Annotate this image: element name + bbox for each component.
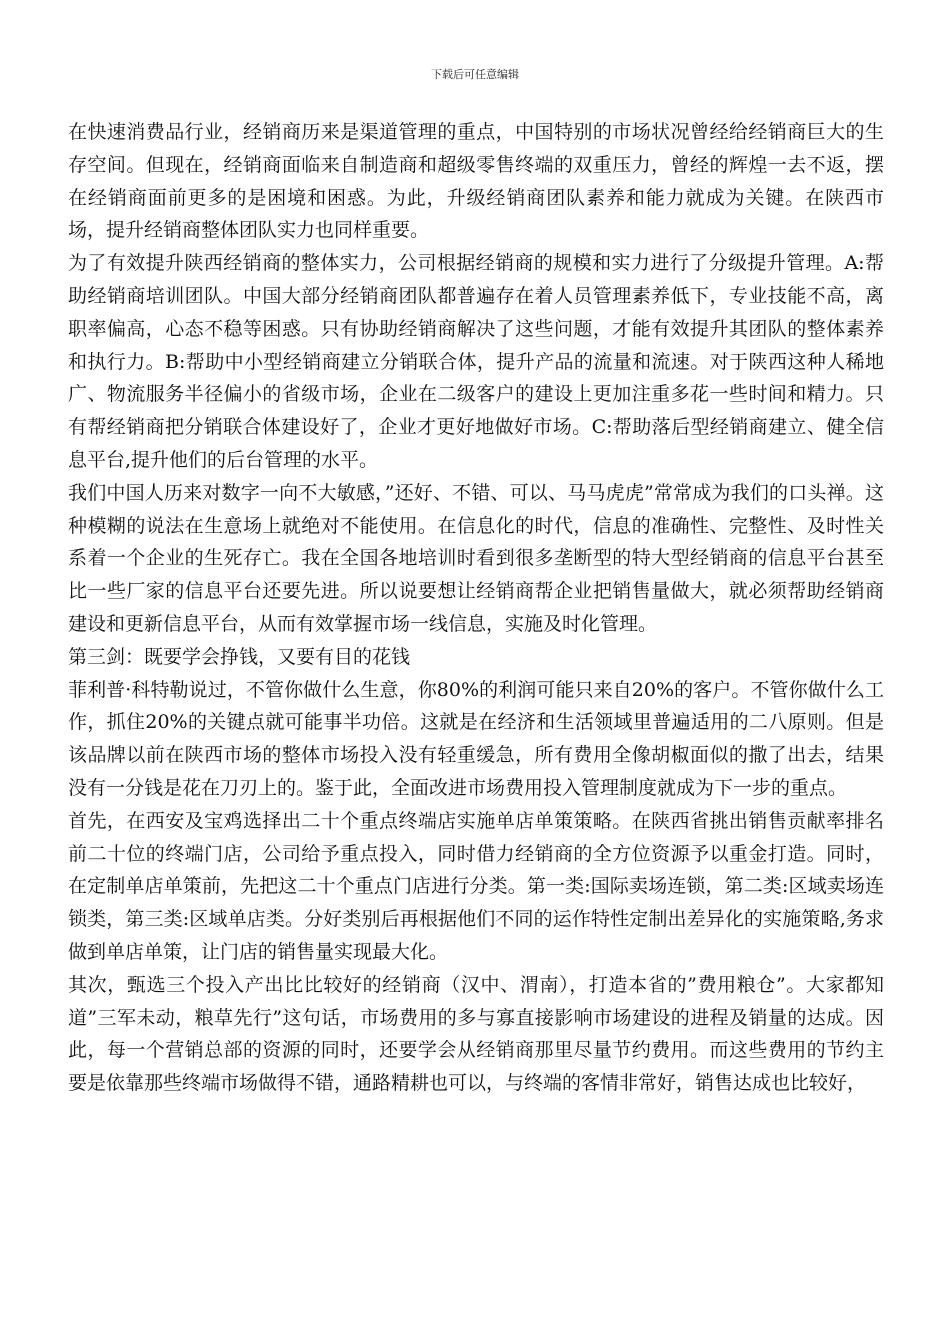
section-heading-third-sword: 第三剑：既要学会挣钱，又要有目的花钱 (68, 645, 411, 668)
paragraph-tiered-management: 为了有效提升陕西经销商的整体实力，公司根据经销商的规模和实力进行了分级提升管理。A:帮助经销商培训团队。中国大部分经销商团队都普遍存在着人员管理素养低下，专业技能不高，离职率偏高，心态不稳等困惑。只有协助经销商解决了这些问题，才能有效提升其团队的整体素养和执行力。B:帮助中小型经销商建立分销联合体，提升产品的流量和流速。对于陕西这种人稀地广、物流服务半径偏小的省级市场，企业在二级客户的建设上更加注重多花一些时间和精力。只有帮经销商把分销联合体建设好了，企业才更好地做好市场。C:帮助落后型经销商建立、健全信息平台,提升他们的后台管理的水平。 (68, 252, 884, 471)
paragraph-key-stores-strategy: 首先，在西安及宝鸡选择出二十个重点终端店实施单店单策策略。在陕西省挑出销售贡献率排名前二十位的终端门店，公司给予重点投入，同时借力经销商的全方位资源予以重金打造。同时，在定制单店单策前，先把这二十个重点门店进行分类。第一类:国际卖场连锁，第二类:区域卖场连锁类，第三类:区域单店类。分好类别后再根据他们不同的运作特性定制出差异化的实施策略,务求做到单店单策，让门店的销售量实现最大化。 (68, 809, 884, 963)
page-header-note: 下载后可任意编辑 (431, 68, 519, 81)
paragraph-pareto-principle: 菲利普·科特勒说过，不管你做什么生意，你80%的利润可能只来自20%的客户。不管你做什么工作，抓住20%的关键点就可能事半功倍。这就是在经济和生活领域里普遍适用的二八原则。但是该品牌以前在陕西市场的整体市场投入没有轻重缓急，所有费用全像胡椒面似的撒了出去，结果没有一分钱是花在刀刃上的。鉴于此，全面改进市场费用投入管理制度就成为下一步的重点。 (68, 678, 884, 799)
paragraph-distributor-pressure: 在快速消费品行业，经销商历来是渠道管理的重点，中国特别的市场状况曾经给经销商巨大的生存空间。但现在，经销商面临来自制造商和超级零售终端的双重压力，曾经的辉煌一去不返，摆在经销商面前更多的是困境和困惑。为此，升级经销商团队素养和能力就成为关键。在陕西市场，提升经销商整体团队实力也同样重要。 (68, 121, 884, 242)
paragraph-cost-granary: 其次，甄选三个投入产出比比较好的经销商（汉中、渭南），打造本省的”费用粮仓”。大家都知道”三军未动，粮草先行”这句话，市场费用的多与寡直接影响市场建设的进程及销量的达成。因此，每一个营销总部的资源的同时，还要学会从经销商那里尽量节约费用。而这些费用的节约主要是依靠那些终端市场做得不错，通路精耕也可以，与终端的客情非常好，销售达成也比较好， (68, 973, 884, 1095)
document-body (68, 116, 884, 1100)
paragraph-information-platform: 我们中国人历来对数字一向不大敏感，”还好、不错、可以、马马虎虎”常常成为我们的口头禅。这种模糊的说法在生意场上就绝对不能使用。在信息化的时代，信息的准确性、完整性、及时性关系着一个企业的生死存亡。我在全国各地培训时看到很多垄断型的特大型经销商的信息平台甚至比一些厂家的信息平台还要先进。所以说要想让经销商帮企业把销售量做大，就必须帮助经销商建设和更新信息平台，从而有效掌握市场一线信息，实施及时化管理。 (68, 481, 884, 635)
